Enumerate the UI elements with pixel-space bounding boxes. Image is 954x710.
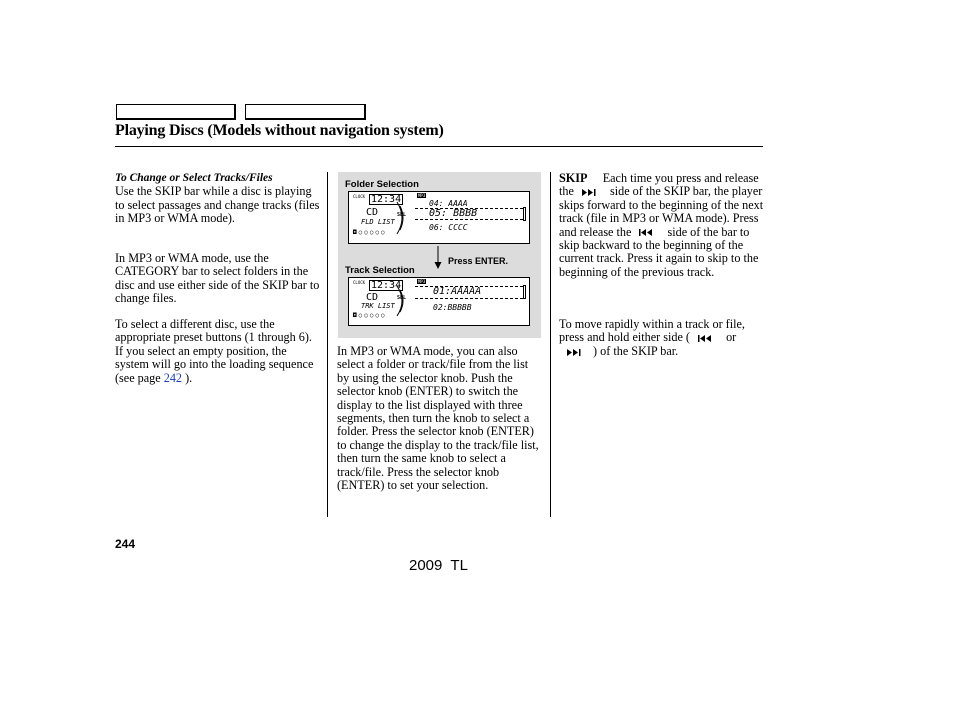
page-title: Playing Discs (Models without navigation system)	[115, 122, 444, 139]
page-link[interactable]: 242	[163, 370, 183, 385]
folder-selection-label: Folder Selection	[345, 179, 419, 190]
section-tab	[116, 104, 236, 120]
sel-tag: SEL	[397, 295, 407, 301]
track-list-display	[348, 277, 530, 326]
mp3-tag: MP3	[418, 193, 426, 198]
selector-knob-icon	[395, 200, 409, 236]
paragraph-text: To move rapidly within a track or file, press and hold either side (	[559, 317, 745, 345]
page-number: 244	[115, 537, 136, 551]
display-time: 12:34	[371, 280, 402, 291]
skip-paragraph	[559, 172, 766, 279]
skip-forward-icon	[580, 188, 604, 197]
selector-knob-icon	[395, 284, 409, 318]
list-line-1: 04: AAAA	[429, 199, 468, 208]
paragraph-text: ).	[182, 370, 193, 385]
display-figure	[338, 172, 541, 338]
list-line-2: 05: BBBB	[429, 208, 478, 219]
paragraph: In MP3 or WMA mode, you can also select a folder or track/file from the list by using the selector knob. Push the selector knob (ENTER) to switch the display to the list displayed with three segments, then turn the knob to select a folder. Press the selector knob (ENTER) to change the display to the track/file list, then turn the same knob to select a track/file. Press the selector knob (ENTER) to set your selection.	[337, 344, 539, 493]
skip-back-icon	[696, 334, 720, 343]
display-time: 12:34	[371, 194, 402, 205]
paragraph	[559, 318, 766, 358]
list-line-3: 06: CCCC	[429, 223, 468, 232]
paragraph: Use the SKIP bar while a disc is playing to select passages and change tracks (files in MP3 or WMA mode).	[115, 184, 320, 226]
preset-dots: ◘○○○○○	[353, 229, 387, 236]
section-tab	[245, 104, 366, 120]
column-divider	[550, 172, 551, 517]
column-divider	[327, 172, 328, 517]
track-selection-label: Track Selection	[345, 265, 415, 276]
press-enter-label: Press ENTER.	[448, 256, 509, 266]
clock-tag: CLOCK	[353, 194, 366, 199]
down-arrow-icon	[434, 246, 442, 270]
folder-list-display	[348, 191, 530, 244]
paragraph	[115, 318, 323, 385]
display-mode: CD	[366, 292, 379, 303]
clock-tag: CLOCK	[353, 280, 366, 285]
list-line-2: 02:BBBBB	[433, 303, 472, 312]
display-mode: CD	[366, 207, 379, 218]
header-rule	[115, 146, 763, 147]
list-line-1: 01:AAAAA	[433, 286, 482, 297]
section-subheading: To Change or Select Tracks/Files	[115, 172, 273, 184]
paragraph-text: or	[726, 330, 737, 345]
paragraph: In MP3 or WMA mode, use the CATEGORY bar to select folders in the disc and use either side of the SKIP bar to change files.	[115, 251, 320, 306]
preset-dots: ◘○○○○○	[353, 312, 387, 319]
paragraph-text: Each time you press and release the	[559, 171, 759, 199]
col1-block	[115, 172, 323, 226]
sel-tag: SEL	[397, 212, 407, 218]
scroll-indicator	[523, 207, 526, 221]
mp3-tag: MP3	[418, 279, 426, 284]
skip-back-icon	[637, 228, 661, 237]
scroll-indicator	[523, 285, 526, 299]
skip-heading: SKIP	[559, 171, 588, 185]
list-label: FLD LIST	[361, 218, 395, 226]
paragraph-text: side of the SKIP bar, the player skips forward to the beginning of the next track (file in MP3 or WMA mode). Press and release the	[559, 184, 764, 239]
paragraph-text: To select a different disc, use the appropriate preset buttons (1 through 6). If you select an empty position, the system will go into the loading sequence (see page	[115, 317, 314, 385]
skip-forward-icon	[565, 348, 587, 357]
list-label: TRK LIST	[361, 302, 395, 310]
paragraph-text: ) of the SKIP bar.	[593, 343, 679, 358]
paragraph-text: side of the bar to skip backward to the beginning of the current track. Press it again to skip to the beginning of the previous track.	[559, 224, 759, 279]
footer-model-year: 2009 TL	[409, 557, 468, 574]
